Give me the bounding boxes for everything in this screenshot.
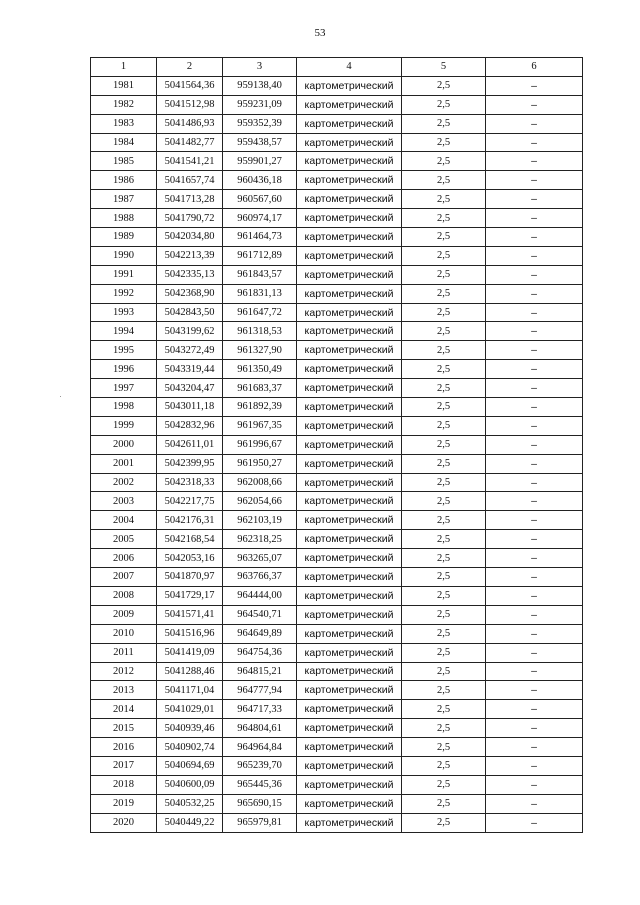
y-coordinate-cell: 963265,07 [223,549,297,568]
accuracy-cell: 2,5 [402,284,486,303]
table-row [91,76,583,95]
description-cell: – [486,624,583,643]
method-cell: картометрический [297,662,402,681]
table-row [91,284,583,303]
method-cell: картометрический [297,775,402,794]
y-coordinate-cell: 964804,61 [223,719,297,738]
x-coordinate-cell: 5040600,09 [157,775,223,794]
x-coordinate-cell: 5041516,96 [157,624,223,643]
table-row [91,473,583,492]
description-cell: – [486,190,583,209]
accuracy-cell: 2,5 [402,152,486,171]
y-coordinate-cell: 961892,39 [223,398,297,417]
point-number-cell: 1981 [91,76,157,95]
y-coordinate-cell: 959138,40 [223,76,297,95]
x-coordinate-cell: 5040449,22 [157,813,223,832]
method-cell: картометрический [297,794,402,813]
table-row [91,303,583,322]
point-number-cell: 1989 [91,228,157,247]
x-coordinate-cell: 5041486,93 [157,114,223,133]
accuracy-cell: 2,5 [402,454,486,473]
y-coordinate-cell: 961464,73 [223,228,297,247]
point-number-cell: 1995 [91,341,157,360]
description-cell: – [486,379,583,398]
point-number-cell: 2002 [91,473,157,492]
accuracy-cell: 2,5 [402,303,486,322]
margin-mark [60,396,61,397]
x-coordinate-cell: 5043199,62 [157,322,223,341]
x-coordinate-cell: 5042368,90 [157,284,223,303]
table-row [91,379,583,398]
description-cell: – [486,643,583,662]
table-row [91,398,583,417]
point-number-cell: 1985 [91,152,157,171]
table-row [91,95,583,114]
x-coordinate-cell: 5041029,01 [157,700,223,719]
table-row [91,775,583,794]
table-row [91,813,583,832]
method-cell: картометрический [297,624,402,643]
accuracy-cell: 2,5 [402,511,486,530]
accuracy-cell: 2,5 [402,605,486,624]
x-coordinate-cell: 5042318,33 [157,473,223,492]
y-coordinate-cell: 962103,19 [223,511,297,530]
accuracy-cell: 2,5 [402,322,486,341]
accuracy-cell: 2,5 [402,416,486,435]
description-cell: – [486,435,583,454]
description-cell: – [486,775,583,794]
y-coordinate-cell: 961843,57 [223,265,297,284]
x-coordinate-cell: 5040532,25 [157,794,223,813]
table-row [91,624,583,643]
accuracy-cell: 2,5 [402,133,486,152]
x-coordinate-cell: 5042843,50 [157,303,223,322]
y-coordinate-cell: 964777,94 [223,681,297,700]
table-row [91,265,583,284]
column-header: 4 [297,58,402,77]
method-cell: картометрический [297,454,402,473]
description-cell: – [486,681,583,700]
method-cell: картометрический [297,530,402,549]
accuracy-cell: 2,5 [402,190,486,209]
coordinates-table [90,57,583,833]
y-coordinate-cell: 964964,84 [223,738,297,757]
y-coordinate-cell: 959231,09 [223,95,297,114]
table-row [91,152,583,171]
accuracy-cell: 2,5 [402,473,486,492]
accuracy-cell: 2,5 [402,530,486,549]
point-number-cell: 1982 [91,95,157,114]
table-body [91,76,583,832]
method-cell: картометрический [297,700,402,719]
description-cell: – [486,511,583,530]
point-number-cell: 2012 [91,662,157,681]
point-number-cell: 2020 [91,813,157,832]
method-cell: картометрический [297,379,402,398]
method-cell: картометрический [297,152,402,171]
description-cell: – [486,209,583,228]
x-coordinate-cell: 5042213,39 [157,246,223,265]
table-row [91,322,583,341]
method-cell: картометрический [297,95,402,114]
y-coordinate-cell: 964815,21 [223,662,297,681]
table-row [91,756,583,775]
point-number-cell: 2015 [91,719,157,738]
method-cell: картометрический [297,322,402,341]
y-coordinate-cell: 959352,39 [223,114,297,133]
accuracy-cell: 2,5 [402,719,486,738]
point-number-cell: 1983 [91,114,157,133]
y-coordinate-cell: 960436,18 [223,171,297,190]
y-coordinate-cell: 961967,35 [223,416,297,435]
description-cell: – [486,341,583,360]
y-coordinate-cell: 961831,13 [223,284,297,303]
table-row [91,190,583,209]
description-cell: – [486,416,583,435]
point-number-cell: 1999 [91,416,157,435]
table-row [91,209,583,228]
accuracy-cell: 2,5 [402,794,486,813]
x-coordinate-cell: 5041790,72 [157,209,223,228]
point-number-cell: 1998 [91,398,157,417]
y-coordinate-cell: 961683,37 [223,379,297,398]
y-coordinate-cell: 964717,33 [223,700,297,719]
method-cell: картометрический [297,813,402,832]
description-cell: – [486,246,583,265]
x-coordinate-cell: 5041541,21 [157,152,223,171]
table-row [91,246,583,265]
y-coordinate-cell: 961712,89 [223,246,297,265]
description-cell: – [486,228,583,247]
method-cell: картометрический [297,360,402,379]
column-header: 2 [157,58,223,77]
description-cell: – [486,398,583,417]
accuracy-cell: 2,5 [402,492,486,511]
y-coordinate-cell: 961327,90 [223,341,297,360]
accuracy-cell: 2,5 [402,246,486,265]
column-header: 6 [486,58,583,77]
description-cell: – [486,265,583,284]
table-row [91,719,583,738]
table-row [91,228,583,247]
description-cell: – [486,95,583,114]
method-cell: картометрический [297,246,402,265]
accuracy-cell: 2,5 [402,435,486,454]
x-coordinate-cell: 5041729,17 [157,586,223,605]
x-coordinate-cell: 5041564,36 [157,76,223,95]
method-cell: картометрический [297,133,402,152]
table-row [91,454,583,473]
point-number-cell: 1996 [91,360,157,379]
x-coordinate-cell: 5042335,13 [157,265,223,284]
method-cell: картометрический [297,511,402,530]
point-number-cell: 1993 [91,303,157,322]
table-row [91,360,583,379]
accuracy-cell: 2,5 [402,360,486,379]
y-coordinate-cell: 964444,00 [223,586,297,605]
table-row [91,171,583,190]
method-cell: картометрический [297,171,402,190]
accuracy-cell: 2,5 [402,624,486,643]
method-cell: картометрический [297,341,402,360]
method-cell: картометрический [297,76,402,95]
y-coordinate-cell: 964649,89 [223,624,297,643]
method-cell: картометрический [297,416,402,435]
x-coordinate-cell: 5041419,09 [157,643,223,662]
accuracy-cell: 2,5 [402,114,486,133]
point-number-cell: 2008 [91,586,157,605]
description-cell: – [486,303,583,322]
accuracy-cell: 2,5 [402,681,486,700]
y-coordinate-cell: 963766,37 [223,568,297,587]
x-coordinate-cell: 5040694,69 [157,756,223,775]
method-cell: картометрический [297,492,402,511]
table-row [91,738,583,757]
method-cell: картометрический [297,586,402,605]
method-cell: картометрический [297,114,402,133]
x-coordinate-cell: 5042832,96 [157,416,223,435]
accuracy-cell: 2,5 [402,95,486,114]
point-number-cell: 1992 [91,284,157,303]
y-coordinate-cell: 959438,57 [223,133,297,152]
table-row [91,662,583,681]
table-row [91,133,583,152]
point-number-cell: 2019 [91,794,157,813]
y-coordinate-cell: 960974,17 [223,209,297,228]
point-number-cell: 2017 [91,756,157,775]
accuracy-cell: 2,5 [402,398,486,417]
table-header-row [91,58,583,77]
column-header: 5 [402,58,486,77]
description-cell: – [486,152,583,171]
x-coordinate-cell: 5042217,75 [157,492,223,511]
point-number-cell: 2004 [91,511,157,530]
accuracy-cell: 2,5 [402,586,486,605]
accuracy-cell: 2,5 [402,265,486,284]
table-row [91,549,583,568]
x-coordinate-cell: 5042168,54 [157,530,223,549]
point-number-cell: 2000 [91,435,157,454]
accuracy-cell: 2,5 [402,775,486,794]
description-cell: – [486,133,583,152]
table-row [91,568,583,587]
page-number: 53 [314,27,326,39]
description-cell: – [486,794,583,813]
accuracy-cell: 2,5 [402,643,486,662]
y-coordinate-cell: 962008,66 [223,473,297,492]
y-coordinate-cell: 961318,53 [223,322,297,341]
accuracy-cell: 2,5 [402,700,486,719]
accuracy-cell: 2,5 [402,813,486,832]
point-number-cell: 1984 [91,133,157,152]
table-row [91,681,583,700]
x-coordinate-cell: 5042034,80 [157,228,223,247]
accuracy-cell: 2,5 [402,228,486,247]
point-number-cell: 2005 [91,530,157,549]
description-cell: – [486,549,583,568]
point-number-cell: 1986 [91,171,157,190]
table-row [91,114,583,133]
column-header: 1 [91,58,157,77]
accuracy-cell: 2,5 [402,171,486,190]
accuracy-cell: 2,5 [402,738,486,757]
description-cell: – [486,492,583,511]
method-cell: картометрический [297,719,402,738]
method-cell: картометрический [297,265,402,284]
x-coordinate-cell: 5040902,74 [157,738,223,757]
y-coordinate-cell: 964754,36 [223,643,297,662]
point-number-cell: 2003 [91,492,157,511]
table-row [91,700,583,719]
description-cell: – [486,756,583,775]
accuracy-cell: 2,5 [402,549,486,568]
accuracy-cell: 2,5 [402,379,486,398]
y-coordinate-cell: 961996,67 [223,435,297,454]
method-cell: картометрический [297,303,402,322]
y-coordinate-cell: 964540,71 [223,605,297,624]
table-row [91,530,583,549]
accuracy-cell: 2,5 [402,756,486,775]
point-number-cell: 2016 [91,738,157,757]
y-coordinate-cell: 965239,70 [223,756,297,775]
description-cell: – [486,605,583,624]
column-header: 3 [223,58,297,77]
table-row [91,435,583,454]
description-cell: – [486,473,583,492]
point-number-cell: 2009 [91,605,157,624]
x-coordinate-cell: 5042053,16 [157,549,223,568]
method-cell: картометрический [297,284,402,303]
description-cell: – [486,114,583,133]
point-number-cell: 2007 [91,568,157,587]
x-coordinate-cell: 5041571,41 [157,605,223,624]
point-number-cell: 1990 [91,246,157,265]
y-coordinate-cell: 962054,66 [223,492,297,511]
y-coordinate-cell: 961950,27 [223,454,297,473]
x-coordinate-cell: 5043272,49 [157,341,223,360]
point-number-cell: 2001 [91,454,157,473]
x-coordinate-cell: 5043204,47 [157,379,223,398]
table-row [91,511,583,530]
x-coordinate-cell: 5041713,28 [157,190,223,209]
y-coordinate-cell: 965690,15 [223,794,297,813]
method-cell: картометрический [297,435,402,454]
y-coordinate-cell: 961647,72 [223,303,297,322]
method-cell: картометрический [297,643,402,662]
description-cell: – [486,360,583,379]
x-coordinate-cell: 5041512,98 [157,95,223,114]
description-cell: – [486,719,583,738]
x-coordinate-cell: 5041657,74 [157,171,223,190]
x-coordinate-cell: 5043319,44 [157,360,223,379]
point-number-cell: 2014 [91,700,157,719]
point-number-cell: 1994 [91,322,157,341]
y-coordinate-cell: 959901,27 [223,152,297,171]
description-cell: – [486,322,583,341]
table-row [91,341,583,360]
description-cell: – [486,813,583,832]
method-cell: картометрический [297,568,402,587]
x-coordinate-cell: 5041288,46 [157,662,223,681]
table-row [91,586,583,605]
point-number-cell: 2011 [91,643,157,662]
point-number-cell: 1997 [91,379,157,398]
method-cell: картометрический [297,756,402,775]
method-cell: картометрический [297,605,402,624]
point-number-cell: 2013 [91,681,157,700]
point-number-cell: 1987 [91,190,157,209]
accuracy-cell: 2,5 [402,341,486,360]
table-row [91,643,583,662]
y-coordinate-cell: 960567,60 [223,190,297,209]
description-cell: – [486,568,583,587]
description-cell: – [486,738,583,757]
x-coordinate-cell: 5040939,46 [157,719,223,738]
description-cell: – [486,586,583,605]
description-cell: – [486,530,583,549]
description-cell: – [486,76,583,95]
description-cell: – [486,700,583,719]
method-cell: картометрический [297,549,402,568]
x-coordinate-cell: 5043011,18 [157,398,223,417]
x-coordinate-cell: 5041870,97 [157,568,223,587]
x-coordinate-cell: 5042176,31 [157,511,223,530]
method-cell: картометрический [297,681,402,700]
point-number-cell: 2006 [91,549,157,568]
method-cell: картометрический [297,190,402,209]
point-number-cell: 1988 [91,209,157,228]
point-number-cell: 2010 [91,624,157,643]
accuracy-cell: 2,5 [402,662,486,681]
method-cell: картометрический [297,738,402,757]
method-cell: картометрический [297,209,402,228]
accuracy-cell: 2,5 [402,568,486,587]
table-row [91,492,583,511]
table-row [91,416,583,435]
table-row [91,605,583,624]
table-row [91,794,583,813]
x-coordinate-cell: 5041171,04 [157,681,223,700]
point-number-cell: 1991 [91,265,157,284]
description-cell: – [486,662,583,681]
method-cell: картометрический [297,398,402,417]
x-coordinate-cell: 5041482,77 [157,133,223,152]
method-cell: картометрический [297,473,402,492]
y-coordinate-cell: 961350,49 [223,360,297,379]
x-coordinate-cell: 5042399,95 [157,454,223,473]
y-coordinate-cell: 962318,25 [223,530,297,549]
description-cell: – [486,284,583,303]
y-coordinate-cell: 965445,36 [223,775,297,794]
accuracy-cell: 2,5 [402,209,486,228]
x-coordinate-cell: 5042611,01 [157,435,223,454]
method-cell: картометрический [297,228,402,247]
point-number-cell: 2018 [91,775,157,794]
description-cell: – [486,454,583,473]
description-cell: – [486,171,583,190]
y-coordinate-cell: 965979,81 [223,813,297,832]
accuracy-cell: 2,5 [402,76,486,95]
